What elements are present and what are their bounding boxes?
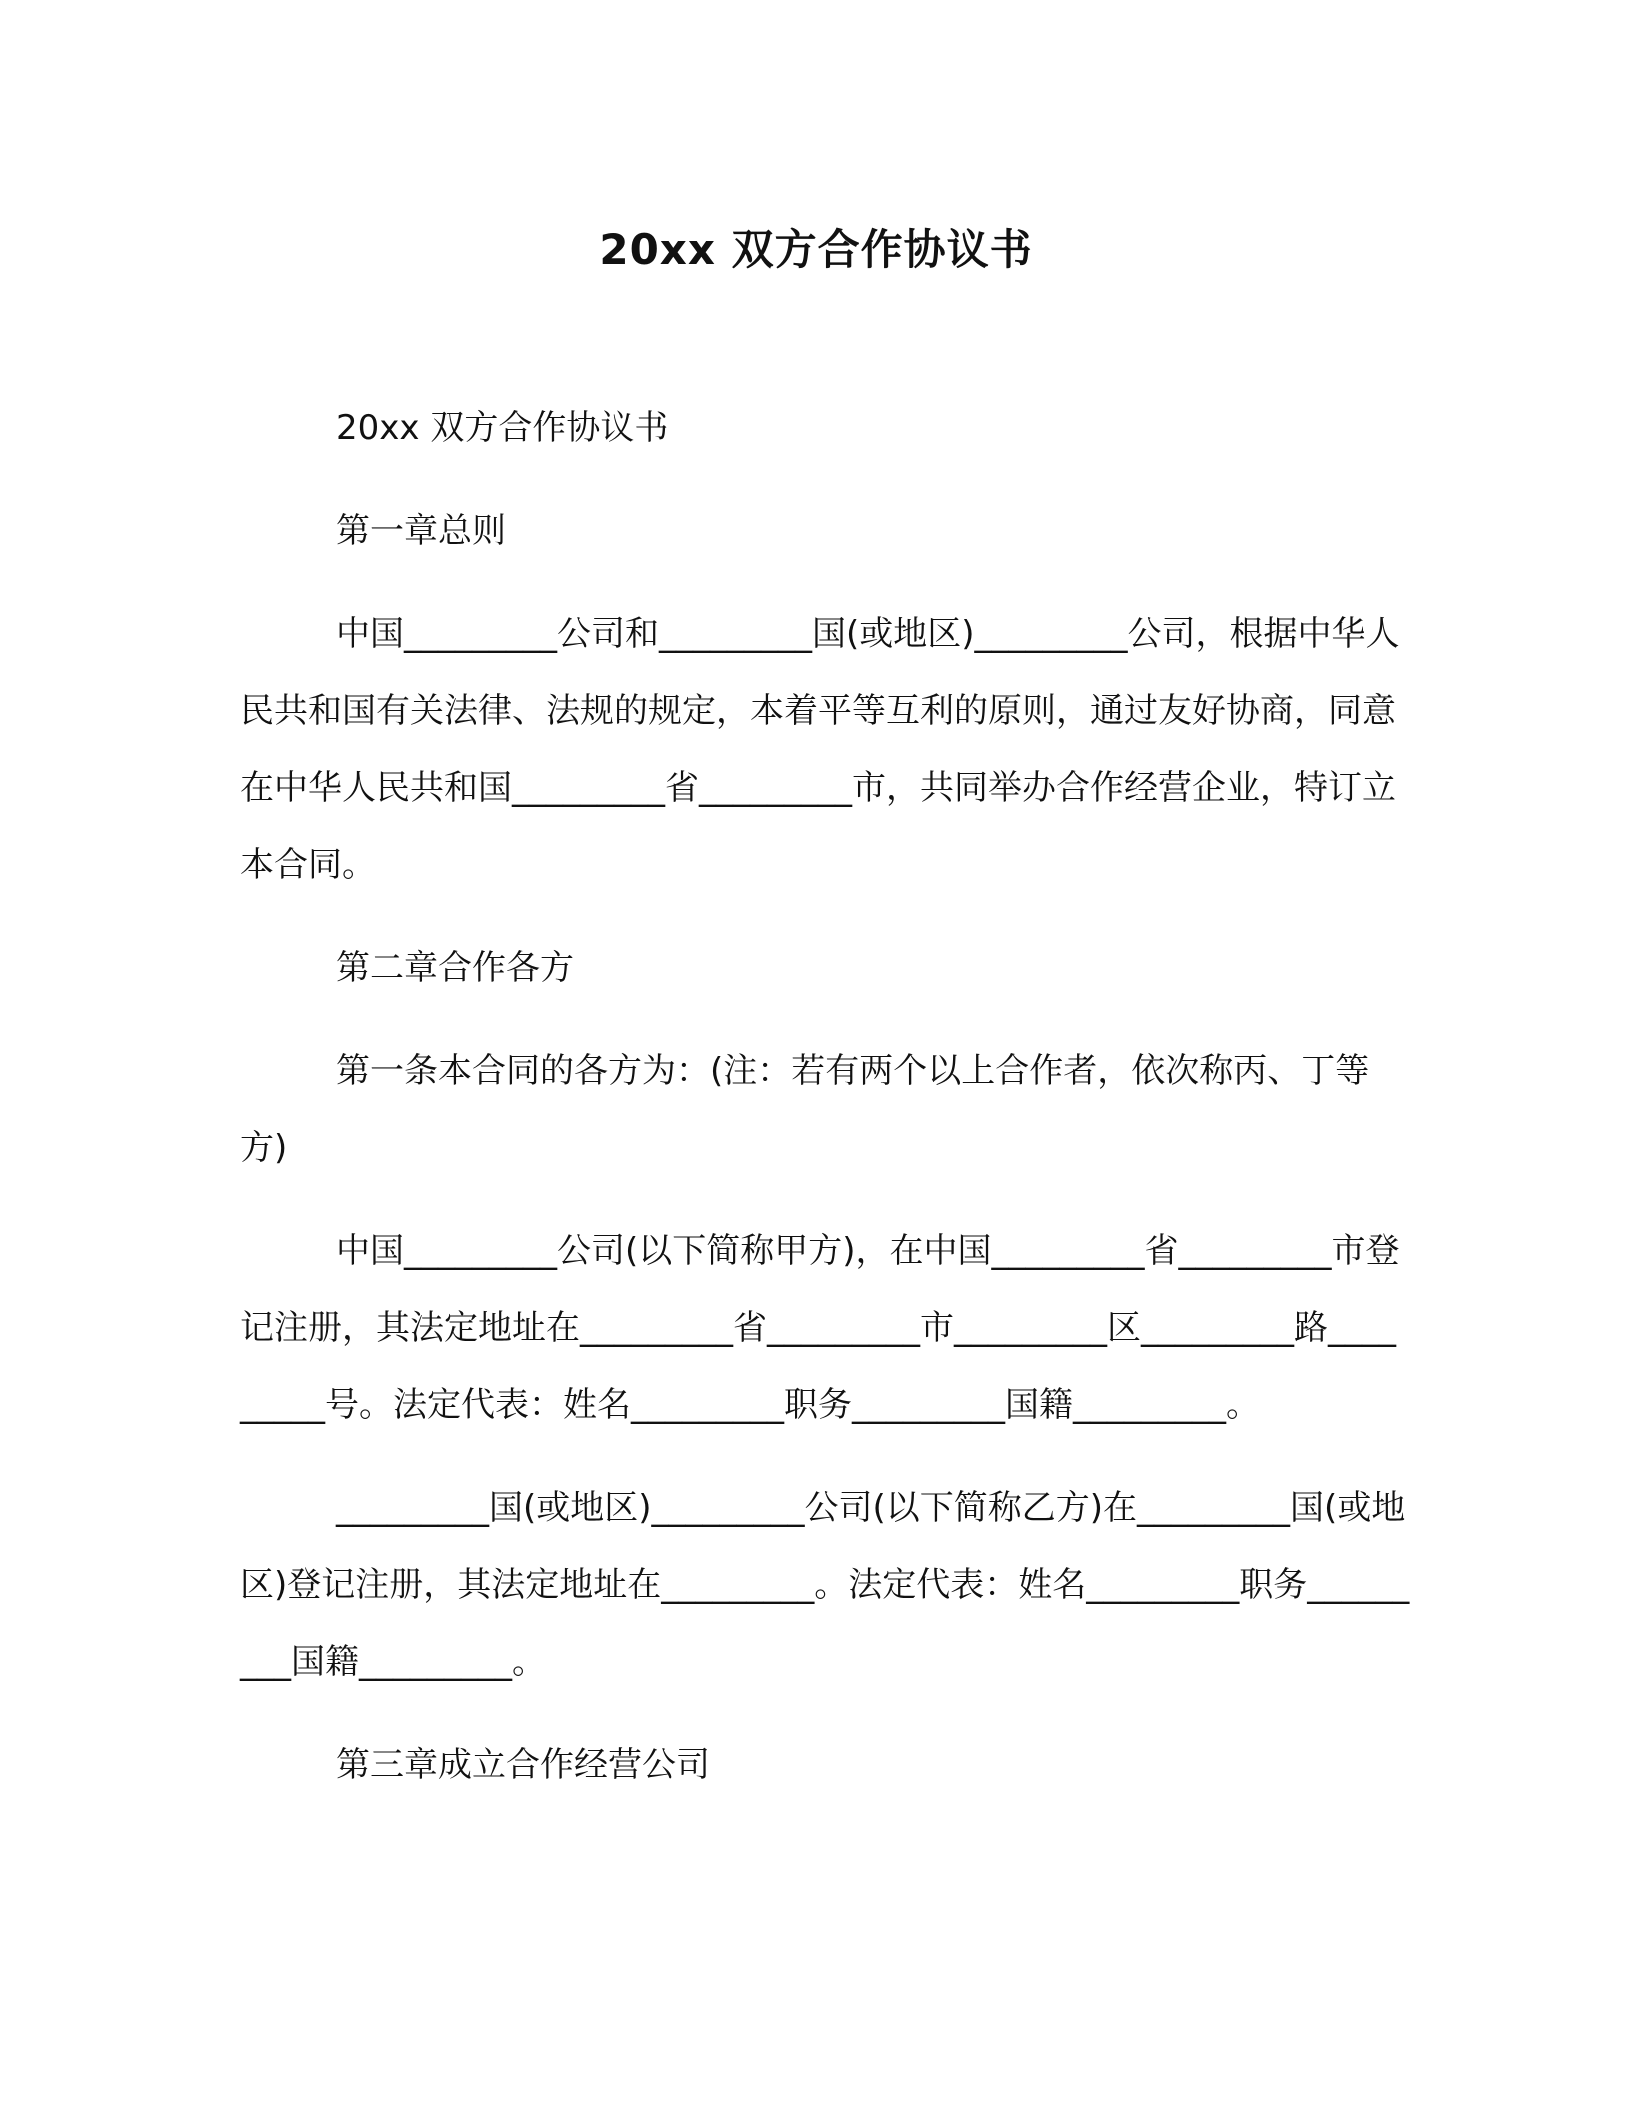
chapter-3-heading: 第三章成立合作经营公司	[336, 1745, 710, 1785]
preamble-paragraph: 中国_________公司和_________国(或地区)_________公司，根据中华人民共和国有关法律、法规的规定，本着平等互利的原则，通过友好协商，同意在中华人民共和国_________省_________市，共同举办合作经营企业，特订立本合同。	[240, 614, 1400, 885]
party-a-paragraph: 中国_________公司(以下简称甲方)，在中国_________省_________市登记注册，其法定地址在_________省_________市_________区_________路_________号。法定代表：姓名_________职务_________国籍_________。	[240, 1231, 1400, 1425]
chapter-2-heading: 第二章合作各方	[336, 948, 574, 988]
party-b-paragraph: _________国(或地区)_________公司(以下简称乙方)在_________国(或地区)登记注册，其法定地址在_________。法定代表：姓名_________职务_________国籍_________。	[240, 1488, 1410, 1682]
article-1-paragraph: 第一条本合同的各方为：(注：若有两个以上合作者，依次称丙、丁等方)	[240, 1051, 1370, 1168]
document-title: 20xx 双方合作协议书	[599, 225, 1033, 274]
subtitle-line: 20xx 双方合作协议书	[336, 408, 669, 448]
chapter-1-heading: 第一章总则	[336, 511, 506, 551]
document-body	[240, 390, 1410, 1830]
